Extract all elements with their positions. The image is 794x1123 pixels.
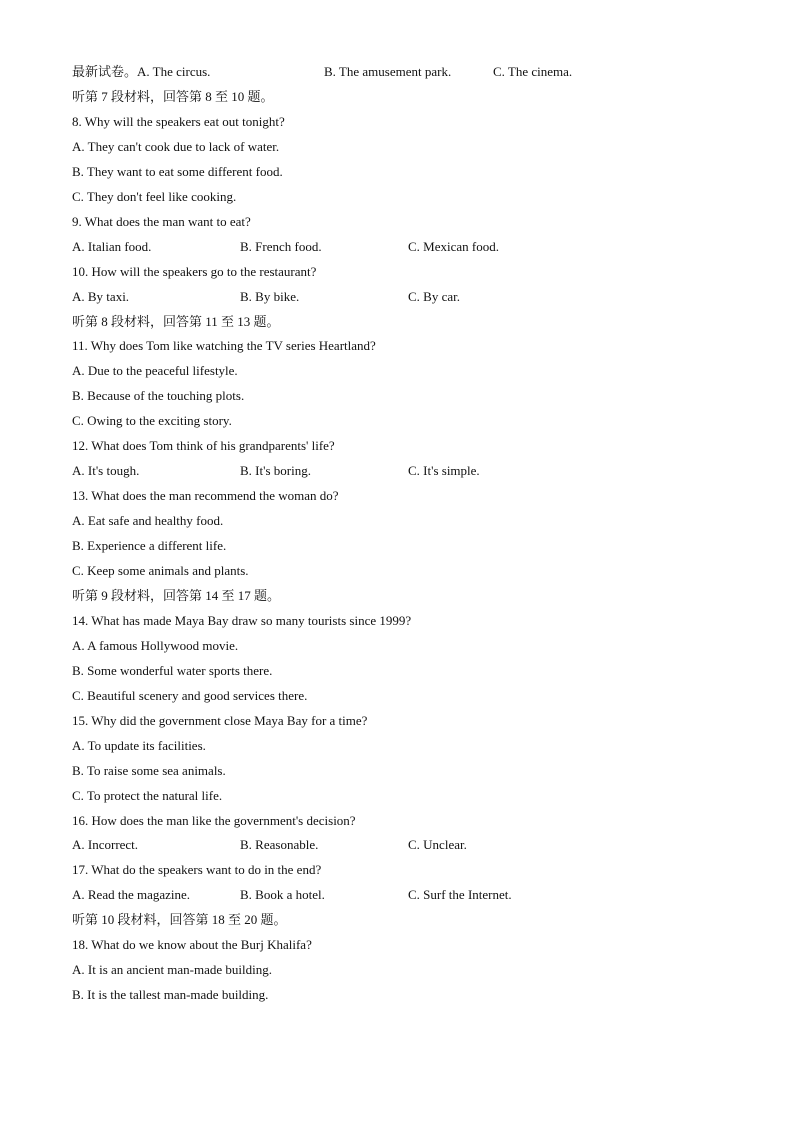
question-text: 16. How does the man like the government's decision? bbox=[72, 812, 356, 828]
answer-option: C. They don't feel like cooking. bbox=[72, 188, 237, 204]
option-c: C. By car. bbox=[408, 288, 460, 304]
question-text: 10. How will the speakers go to the restaurant? bbox=[72, 263, 317, 279]
option-c: C. Unclear. bbox=[408, 837, 467, 853]
section-instruction: 听第 9 段材料，回答第 14 至 17 题。 bbox=[72, 587, 281, 603]
question-text: 17. What do the speakers want to do in the end? bbox=[72, 862, 322, 878]
answer-option: C. Keep some animals and plants. bbox=[72, 563, 249, 578]
answer-option: C. To protect the natural life. bbox=[72, 787, 223, 803]
answer-option: B. Experience a different life. bbox=[72, 538, 227, 553]
answer-option: B. Some wonderful water sports there. bbox=[72, 662, 273, 678]
option-a: A. Incorrect. bbox=[72, 837, 139, 853]
answer-option: B. They want to eat some different food. bbox=[72, 163, 283, 179]
option-a: A. It's tough. bbox=[72, 463, 140, 479]
question-text: 15. Why did the government close Maya Bay for a time? bbox=[72, 712, 368, 728]
question-text: 9. What does the man want to eat? bbox=[72, 213, 251, 229]
option-b: B. Book a hotel. bbox=[240, 887, 325, 903]
option-b: B. The amusement park. bbox=[324, 64, 452, 79]
option-b: B. Reasonable. bbox=[240, 837, 319, 853]
answer-option: A. It is an ancient man-made building. bbox=[72, 962, 273, 978]
section-instruction: 听第 8 段材料，回答第 11 至 13 题。 bbox=[72, 313, 280, 329]
question-text: 14. What has made Maya Bay draw so many tourists since 1999? bbox=[72, 612, 412, 628]
question-text: 13. What does the man recommend the woman do? bbox=[72, 488, 339, 504]
answer-option: A. Due to the peaceful lifestyle. bbox=[72, 363, 238, 379]
answer-option: A. To update its facilities. bbox=[72, 737, 206, 753]
section-instruction: 听第 7 段材料，回答第 8 至 10 题。 bbox=[72, 89, 274, 104]
option-c: C. Mexican food. bbox=[408, 238, 499, 254]
option-b: B. French food. bbox=[240, 238, 322, 254]
question-text: 12. What does Tom think of his grandparents' life? bbox=[72, 438, 335, 454]
option-a: A. By taxi. bbox=[72, 288, 130, 304]
option-c: C. It's simple. bbox=[408, 463, 480, 479]
section-instruction: 听第 10 段材料，回答第 18 至 20 题。 bbox=[72, 912, 287, 928]
option-c: C. The cinema. bbox=[493, 64, 573, 79]
answer-option: A. A famous Hollywood movie. bbox=[72, 637, 239, 653]
question-text: 11. Why does Tom like watching the TV series Heartland? bbox=[72, 338, 376, 354]
option-a: 最新试卷。A. The circus. bbox=[72, 64, 211, 79]
answer-option: A. They can't cook due to lack of water. bbox=[72, 138, 280, 154]
question-text: 18. What do we know about the Burj Khalifa? bbox=[72, 937, 312, 953]
answer-option: B. It is the tallest man-made building. bbox=[72, 987, 269, 1003]
answer-option: A. Eat safe and healthy food. bbox=[72, 513, 224, 529]
question-text: 8. Why will the speakers eat out tonight? bbox=[72, 113, 285, 129]
answer-option: B. Because of the touching plots. bbox=[72, 388, 245, 404]
option-b: B. By bike. bbox=[240, 288, 300, 304]
option-a: A. Read the magazine. bbox=[72, 887, 191, 903]
answer-option: B. To raise some sea animals. bbox=[72, 762, 226, 778]
answer-option: C. Owing to the exciting story. bbox=[72, 413, 232, 429]
option-b: B. It's boring. bbox=[240, 463, 311, 479]
answer-option: C. Beautiful scenery and good services there. bbox=[72, 687, 308, 703]
option-c: C. Surf the Internet. bbox=[408, 887, 512, 903]
option-a: A. Italian food. bbox=[72, 238, 152, 254]
